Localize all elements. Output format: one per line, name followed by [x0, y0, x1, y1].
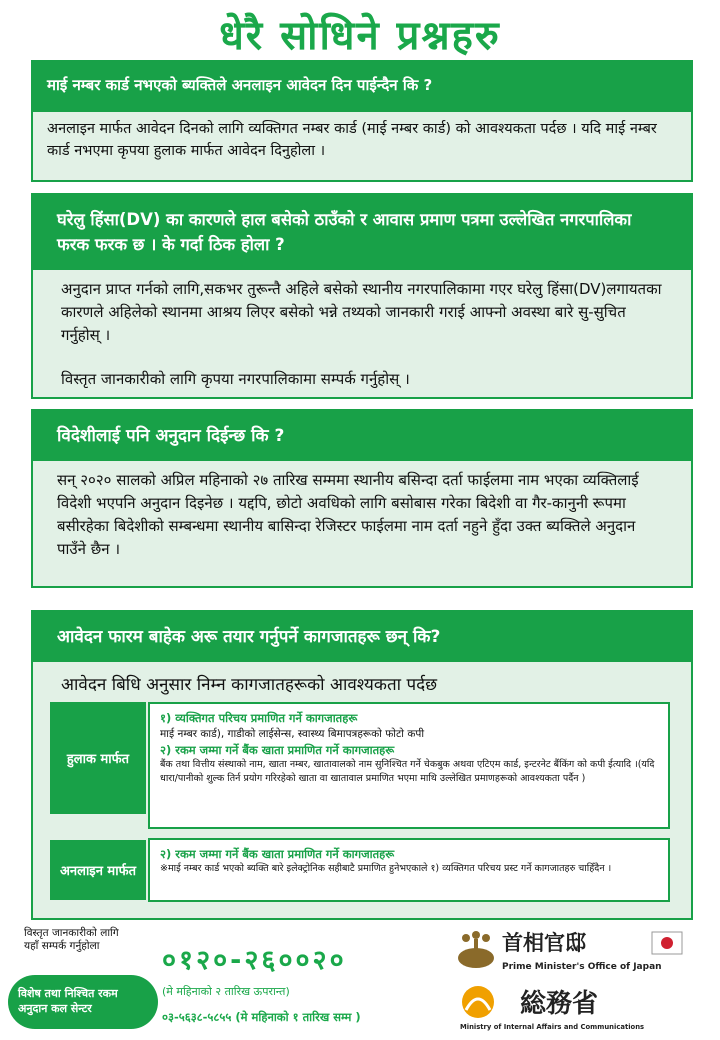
faq-answer-note: विस्तृत जानकारीको लागि कृपया नगरपालिकामा सम्पर्क गर्नुहोस् । [61, 370, 410, 388]
faq-answer: सन् २०२० सालको अप्रिल महिनाको २७ तारिख सम्ममा स्थानीय बसिन्दा दर्ता फाईलमा नाम भएका व्यक्तिलाई विदेशी भएपनि अनुदान दिइनेछ । यद्दपि, छोटो अवधिको लागि बसोबास गरेका बिदेशी वा गैर-कानुनी रूपमा बसीरहेका बिदेशीको सम्बन्धमा स्थानीय बासिन्दा रेजिस्टर फाईलमा नाम दर्ता नहुने हुँदा उक्त ब्यक्तिले अनुदान पाउँने छैन । [57, 471, 639, 558]
call-center-phone[interactable]: ०१२०-२६००२० [162, 945, 347, 976]
internal-affairs-ministry-logo [458, 980, 698, 1034]
faq-question: माई नम्बर कार्ड नभएको ब्यक्तिले अनलाइन आवेदन दिन पाईन्दैन कि ? [33, 62, 691, 112]
online-label: अनलाइन मार्फत [50, 840, 146, 900]
postal-text-1: माई नम्बर कार्ड), गाडीको लाईसेन्स, स्वास्थ्य बिमापत्रहरूको फोटो कपी [160, 728, 425, 740]
logo2-jp-text: 総務省 [520, 989, 599, 1019]
ministry-emblem-icon [462, 986, 494, 1018]
faq-answer-block [33, 270, 691, 399]
online-documents-box [148, 838, 670, 902]
secondary-phone[interactable]: ०३-५६३८-५८५५ (मे महिनाको १ तारिख सम्म ) [162, 1010, 361, 1024]
contact-note: विस्तृत जानकारीको लागि यहाँ सम्पर्क गर्नुहोला [24, 927, 119, 952]
postal-label: हुलाक मार्फत [50, 702, 146, 814]
japan-flag-icon [652, 932, 682, 954]
faq-card-3 [31, 409, 693, 588]
postal-documents-box [148, 702, 670, 829]
paulownia-crest-icon [458, 931, 494, 968]
online-heading: २) रकम जम्मा गर्ने बैंक खाता प्रमाणित गर्ने कागजातहरू [160, 847, 395, 861]
call-center-badge: विशेष तथा निश्चित रकम अनुदान कल सेन्टर [8, 975, 158, 1029]
faq-card-2 [31, 193, 693, 399]
postal-text-2: बैंक तथा वित्तीय संस्थाको नाम, खाता नम्बर, खातावालको नाम सुनिश्चित गर्ने चेकबुक अथवा एटिएम कार्ड, इन्टरनेट बैंकिंग को कपी ईत्यादि ।(यदि धारा/पानीको शुल्क तिर्न प्रयोग गरिरहेको खाता वा खातावाल प्रमाणित भएमा माथि उल्लेखित प्रमाणहरूको आवश्यकता पर्दैन ) [160, 759, 655, 784]
faq-question: आवेदन फारम बाहेक अरू तयार गर्नुपर्ने कागजातहरू छन् कि? [33, 612, 691, 662]
online-text: ※माई नम्बर कार्ड भएको ब्यक्ति बारे इलेक्ट्रोनिक सहीबाटै प्रमाणित हुनेभएकाले १) व्यक्तिगत परिचय प्रस्ट गर्ने कागजातहरु चाहिँदैन । [160, 863, 612, 874]
prime-minister-office-logo [454, 928, 694, 974]
faq-question: विदेशीलाई पनि अनुदान दिईन्छ कि ? [33, 411, 691, 461]
postal-heading-1: १) व्यक्तिगत परिचय प्रमाणित गर्ने कागजातहरू [160, 711, 358, 725]
postal-heading-2: २) रकम जम्मा गर्ने बैंक खाता प्रमाणित गर्ने कागजातहरू [160, 743, 395, 757]
phone-validity-note: (मे महिनाको २ तारिख ऊपरान्त) [162, 985, 290, 998]
faq-card-1 [31, 60, 693, 182]
faq-answer: अनलाइन मार्फत आवेदन दिनको लागि व्यक्तिगत नम्बर कार्ड (माई नम्बर कार्ड) को आवश्यकता पर्दछ । यदि माई नम्बर कार्ड नभएमा कृपया हुलाक मार्फत आवेदन दिनुहोला । [47, 121, 657, 159]
logo1-en-text: Prime Minister's Office of Japan [502, 962, 662, 972]
documents-intro: आवेदन बिधि अनुसार निम्न कागजातहरूको आवश्यकता पर्दछ [61, 675, 438, 695]
page-title: धेरै सोधिने प्रश्नहरु [219, 13, 501, 59]
faq-answer: अनुदान प्राप्त गर्नको लागि,सकभर तुरून्तै अहिले बसेको स्थानीय नगरपालिकामा गएर घरेलु हिंसा(DV)लगायतका कारणले अहिलेको स्थानमा आश्रय लिएर बसेको भन्ने तथ्यको जानकारी गराई आफ्नो अवस्था बारे सु-सुचित गर्नुहोस् । [61, 280, 662, 344]
logo2-en-text: Ministry of Internal Affairs and Communications [460, 1023, 645, 1031]
faq-question: घरेलु हिंसा(DV) का कारणले हाल बसेको ठाउँको र आवास प्रमाण पत्रमा उल्लेखित नगरपालिका फरक फरक छ । के गर्दा ठिक होला ? [33, 195, 691, 270]
logo1-jp-text: 首相官邸 [502, 931, 586, 955]
